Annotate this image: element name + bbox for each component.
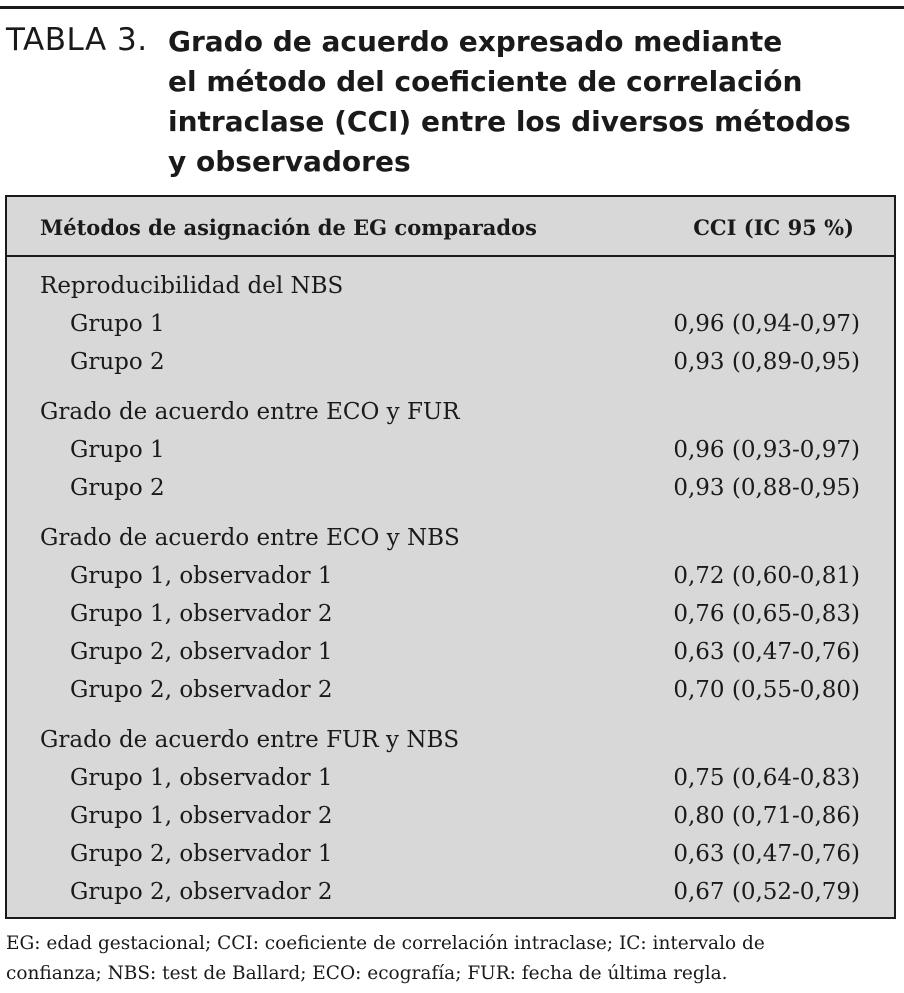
table-header-row <box>7 197 894 257</box>
group-heading-row <box>7 519 894 557</box>
row-label: Grupo 2, observador 2 <box>70 879 333 905</box>
table-title-line: el método del coeficiente de correlación <box>168 65 803 98</box>
row-value: 0,72 (0,60-0,81) <box>673 563 860 589</box>
row-value: 0,63 (0,47-0,76) <box>673 841 860 867</box>
data-table <box>5 195 896 919</box>
row-value: 0,76 (0,65-0,83) <box>673 601 860 627</box>
footnote-line: EG: edad gestacional; CCI: coeficiente de correlación intraclase; IC: intervalo de <box>6 933 765 954</box>
row-value: 0,93 (0,88-0,95) <box>673 475 860 501</box>
row-group <box>7 721 894 911</box>
row-value: 0,70 (0,55-0,80) <box>673 677 860 703</box>
table-row <box>7 835 894 873</box>
group-heading-row <box>7 393 894 431</box>
group-heading: Grado de acuerdo entre FUR y NBS <box>40 727 460 753</box>
row-label: Grupo 1, observador 1 <box>70 765 333 791</box>
group-heading: Grado de acuerdo entre ECO y FUR <box>40 399 460 425</box>
group-heading-row <box>7 267 894 305</box>
column-header-methods: Métodos de asignación de EG comparados <box>40 215 537 240</box>
row-value: 0,96 (0,93-0,97) <box>673 437 860 463</box>
top-rule <box>0 6 904 9</box>
row-label: Grupo 1, observador 1 <box>70 563 333 589</box>
row-label: Grupo 2, observador 1 <box>70 639 333 665</box>
row-label: Grupo 1, observador 2 <box>70 601 333 627</box>
row-group <box>7 393 894 507</box>
table-row <box>7 343 894 381</box>
row-group <box>7 267 894 381</box>
group-heading-row <box>7 721 894 759</box>
table-row <box>7 797 894 835</box>
table-row <box>7 759 894 797</box>
table-title <box>168 22 888 182</box>
row-label: Grupo 1 <box>70 437 165 463</box>
column-header-cci: CCI (IC 95 %) <box>693 215 854 240</box>
row-label: Grupo 1 <box>70 311 165 337</box>
row-label: Grupo 1, observador 2 <box>70 803 333 829</box>
table-row <box>7 595 894 633</box>
table-row <box>7 305 894 343</box>
row-value: 0,75 (0,64-0,83) <box>673 765 860 791</box>
row-label: Grupo 2 <box>70 349 165 375</box>
row-value: 0,80 (0,71-0,86) <box>673 803 860 829</box>
table-title-line: Grado de acuerdo expresado mediante <box>168 25 783 58</box>
table-row <box>7 469 894 507</box>
table-row <box>7 633 894 671</box>
table-body <box>7 267 894 923</box>
row-group <box>7 519 894 709</box>
footnote-line: confianza; NBS: test de Ballard; ECO: ecografía; FUR: fecha de última regla. <box>6 963 728 984</box>
group-heading: Grado de acuerdo entre ECO y NBS <box>40 525 460 551</box>
row-value: 0,93 (0,89-0,95) <box>673 349 860 375</box>
row-value: 0,96 (0,94-0,97) <box>673 311 860 337</box>
row-label: Grupo 2, observador 1 <box>70 841 333 867</box>
row-value: 0,67 (0,52-0,79) <box>673 879 860 905</box>
table-footnote <box>6 929 898 989</box>
table-row <box>7 873 894 911</box>
table-row <box>7 557 894 595</box>
table-row <box>7 671 894 709</box>
row-label: Grupo 2, observador 2 <box>70 677 333 703</box>
group-heading: Reproducibilidad del NBS <box>40 273 344 299</box>
table-label: TABLA 3. <box>6 22 148 58</box>
table-row <box>7 431 894 469</box>
row-value: 0,63 (0,47-0,76) <box>673 639 860 665</box>
table-title-line: intraclase (CCI) entre los diversos métodos <box>168 105 851 138</box>
table-title-line: y observadores <box>168 145 411 178</box>
row-label: Grupo 2 <box>70 475 165 501</box>
